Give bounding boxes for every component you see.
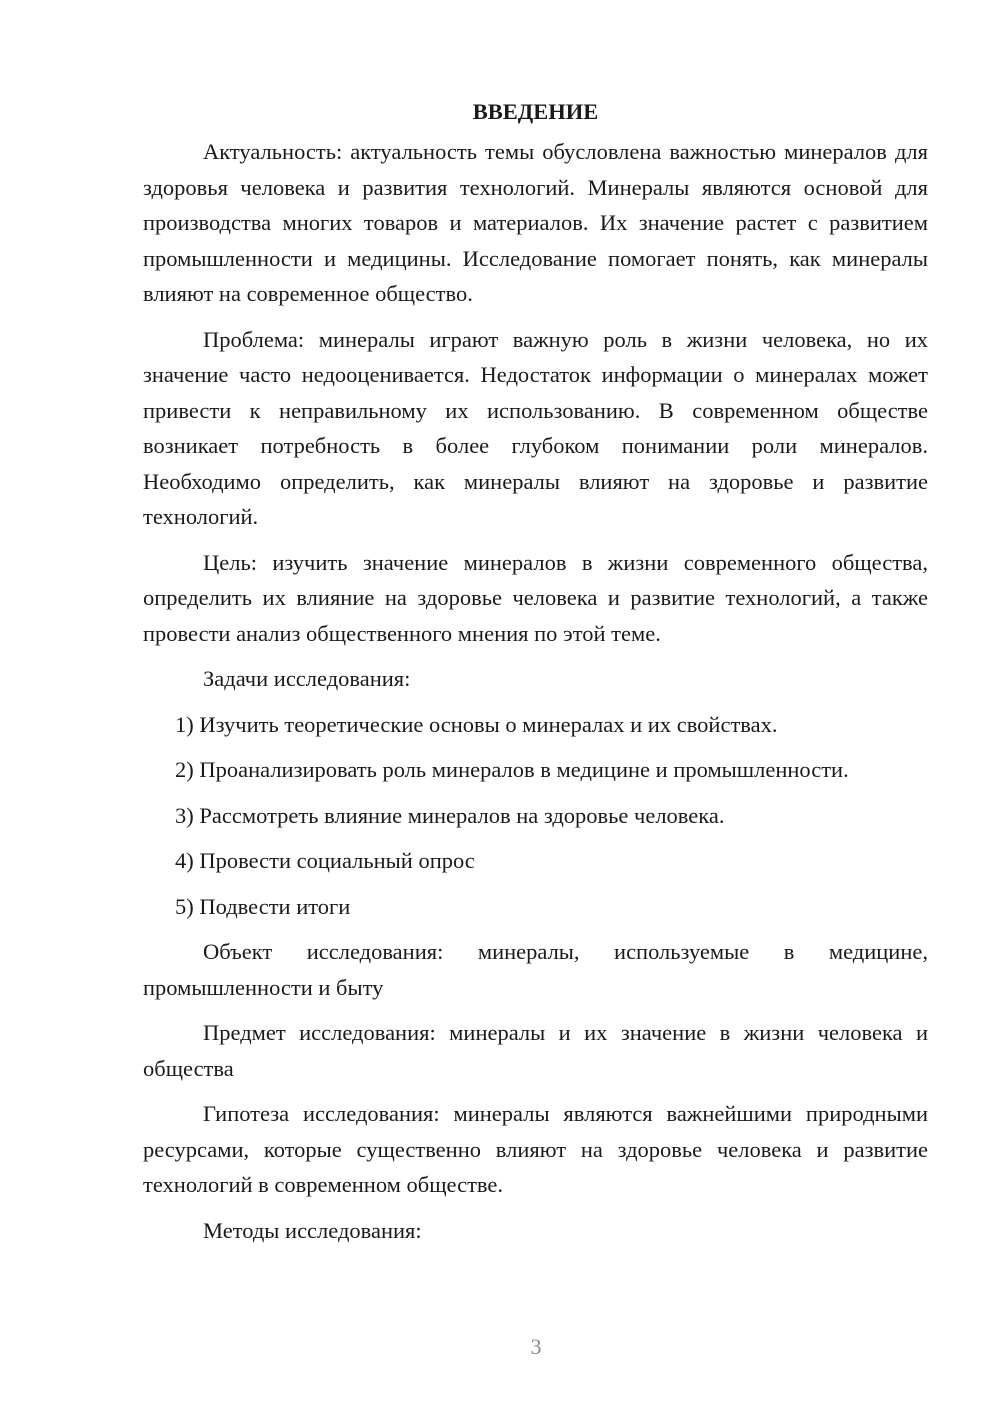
task-item-1: 1) Изучить теоретические основы о минералах и их свойствах. (175, 711, 778, 737)
task-item-3: 3) Рассмотреть влияние минералов на здоровье человека. (175, 802, 725, 828)
section-title: ВВЕДЕНИЕ (472, 99, 599, 124)
task-item-2: 2) Проанализировать роль минералов в медицине и промышленности. (175, 757, 849, 782)
task-item-5: 5) Подвести итоги (175, 893, 351, 919)
page-number: 3 (530, 1334, 542, 1359)
page-content (143, 94, 928, 1258)
object-paragraph: Объект исследования: минералы, используемые в медицине, промышленности и быту (143, 939, 928, 1000)
task-item-4: 4) Провести социальный опрос (175, 848, 475, 873)
hypothesis-paragraph: Гипотеза исследования: минералы являются важнейшими природными ресурсами, которые существенно влияют на здоровье человека и развитие технологий в современном обществе. (143, 1101, 928, 1197)
tasks-heading: Задачи исследования: (203, 666, 411, 691)
subject-paragraph: Предмет исследования: минералы и их значение в жизни человека и общества (143, 1020, 928, 1081)
relevance-paragraph: Актуальность: актуальность темы обусловлена важностью минералов для здоровья человека и развития технологий. Минералы являются основой для производства многих товаров и материалов. Их значение растет с развитием промышленности и медицины. Исследование помогает понять, как минералы влияют на современное общество. (143, 139, 928, 306)
problem-paragraph: Проблема: минералы играют важную роль в жизни человека, но их значение часто недооценивается. Недостаток информации о минералах может привести к неправильному их использованию. В современном обществе возникает потребность в более глубоком понимании роли минералов. Необходимо определить, как минералы влияют на здоровье и развитие технологий. (143, 326, 928, 529)
goal-paragraph: Цель: изучить значение минералов в жизни современного общества, определить их влияние на здоровье человека и развитие технологий, а также провести анализ общественного мнения по этой теме. (143, 549, 928, 646)
methods-heading: Методы исследования: (203, 1217, 422, 1243)
